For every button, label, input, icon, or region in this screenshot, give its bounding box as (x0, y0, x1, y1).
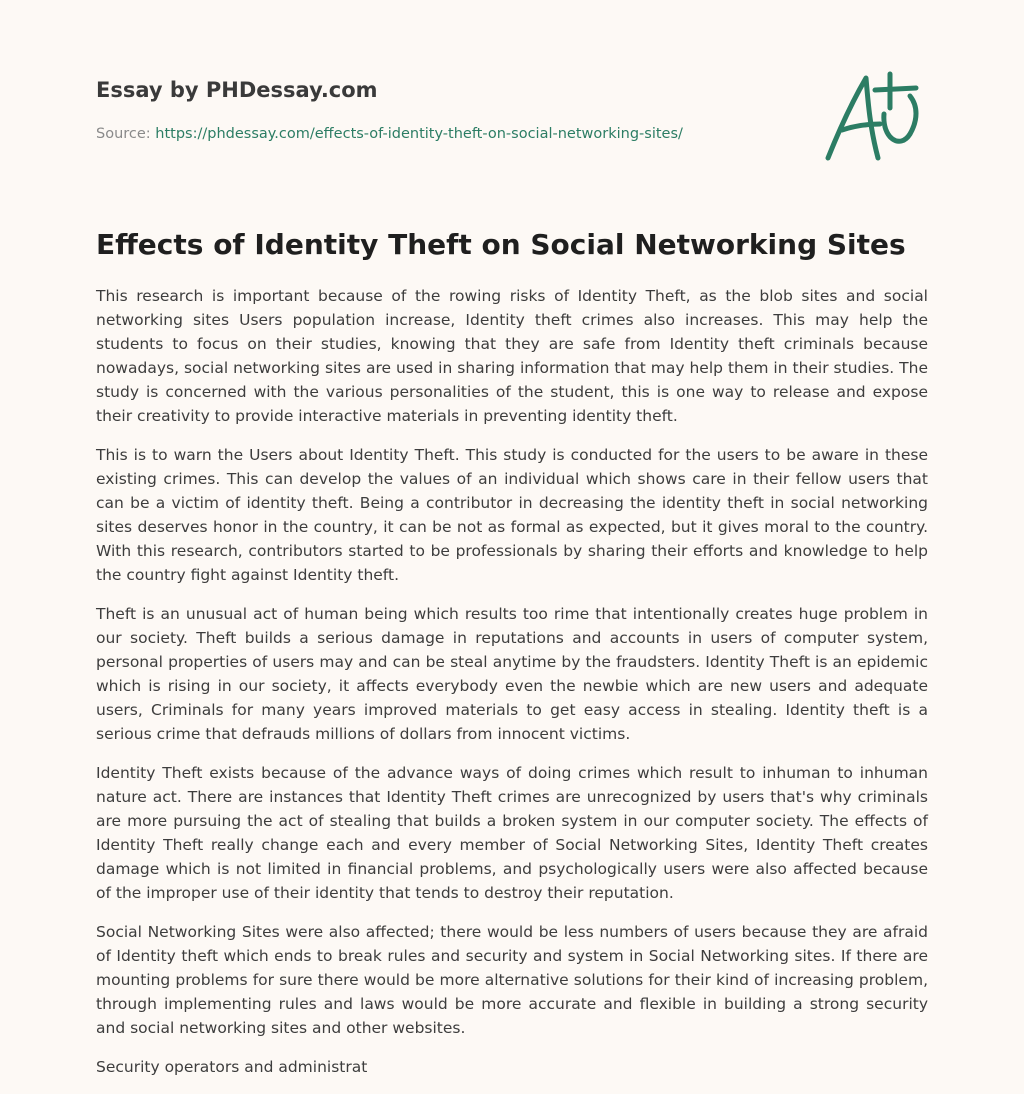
source-link[interactable]: https://phdessay.com/effects-of-identity-theft-on-social-networking-sites/ (155, 126, 683, 142)
essay-paragraph: This research is important because of the rowing risks of Identity Theft, as the blob sites and social networking sites Users population increase, Identity theft crimes also increases. This may help the students to focus on their studies, knowing that they are safe from Identity theft criminals because nowadays, social networking sites are used in sharing information that may help them in their studies. The study is concerned with the various personalities of the student, this is one way to release and expose their creativity to provide interactive materials in preventing identity theft. (96, 287, 928, 425)
essay-header (96, 76, 796, 144)
essay-paragraph: Identity Theft exists because of the advance ways of doing crimes which result to inhuman to inhuman nature act. There are instances that Identity Theft crimes are unrecognized by users that's why criminals are more pursuing the act of stealing that builds a broken system in our computer society. The effects of Identity Theft really change each and every member of Social Networking Sites, Identity Theft creates damage which is not limited in financial problems, and psychologically users were also affected because of the improper use of their identity that tends to destroy their reputation. (96, 764, 928, 902)
essay-title: Effects of Identity Theft on Social Networking Sites (96, 228, 906, 261)
essay-body (96, 284, 928, 1094)
site-brand: Essay by PHDessay.com (96, 78, 378, 102)
essay-paragraph: This is to warn the Users about Identity Theft. This study is conducted for the users to be aware in these existing crimes. This can develop the values of an individual which shows care in their fellow users that can be a victim of identity theft. Being a contributor in decreasing the identity theft in social networking sites deserves honor in the country, it can be not as formal as expected, but it gives moral to the country. With this research, contributors started to be professionals by sharing their efforts and knowledge to help the country fight against Identity theft. (96, 446, 928, 584)
essay-paragraph: Social Networking Sites were also affected; there would be less numbers of users because they are afraid of Identity theft which ends to break rules and security and system in Social Networking sites. If there are mounting problems for sure there would be more alternative solutions for their kind of increasing problem, through implementing rules and laws would be more accurate and flexible in building a strong security and social networking sites and other websites. (96, 923, 928, 1037)
source-label: Source: (96, 126, 156, 142)
essay-paragraph-truncated: Security operators and administrat (96, 1058, 368, 1076)
a-plus-logo-icon (820, 66, 930, 166)
essay-paragraph: Theft is an unusual act of human being which results too rime that intentionally creates huge problem in our society. Theft builds a serious damage in reputations and accounts in users of computer system, personal properties of users may and can be steal anytime by the fraudsters. Identity Theft is an epidemic which is rising in our society, it affects everybody even the newbie which are new users and adequate users, Criminals for many years improved materials to get easy access in stealing. Identity theft is a serious crime that defrauds millions of dollars from innocent victims. (96, 605, 928, 743)
source-line (96, 124, 796, 144)
